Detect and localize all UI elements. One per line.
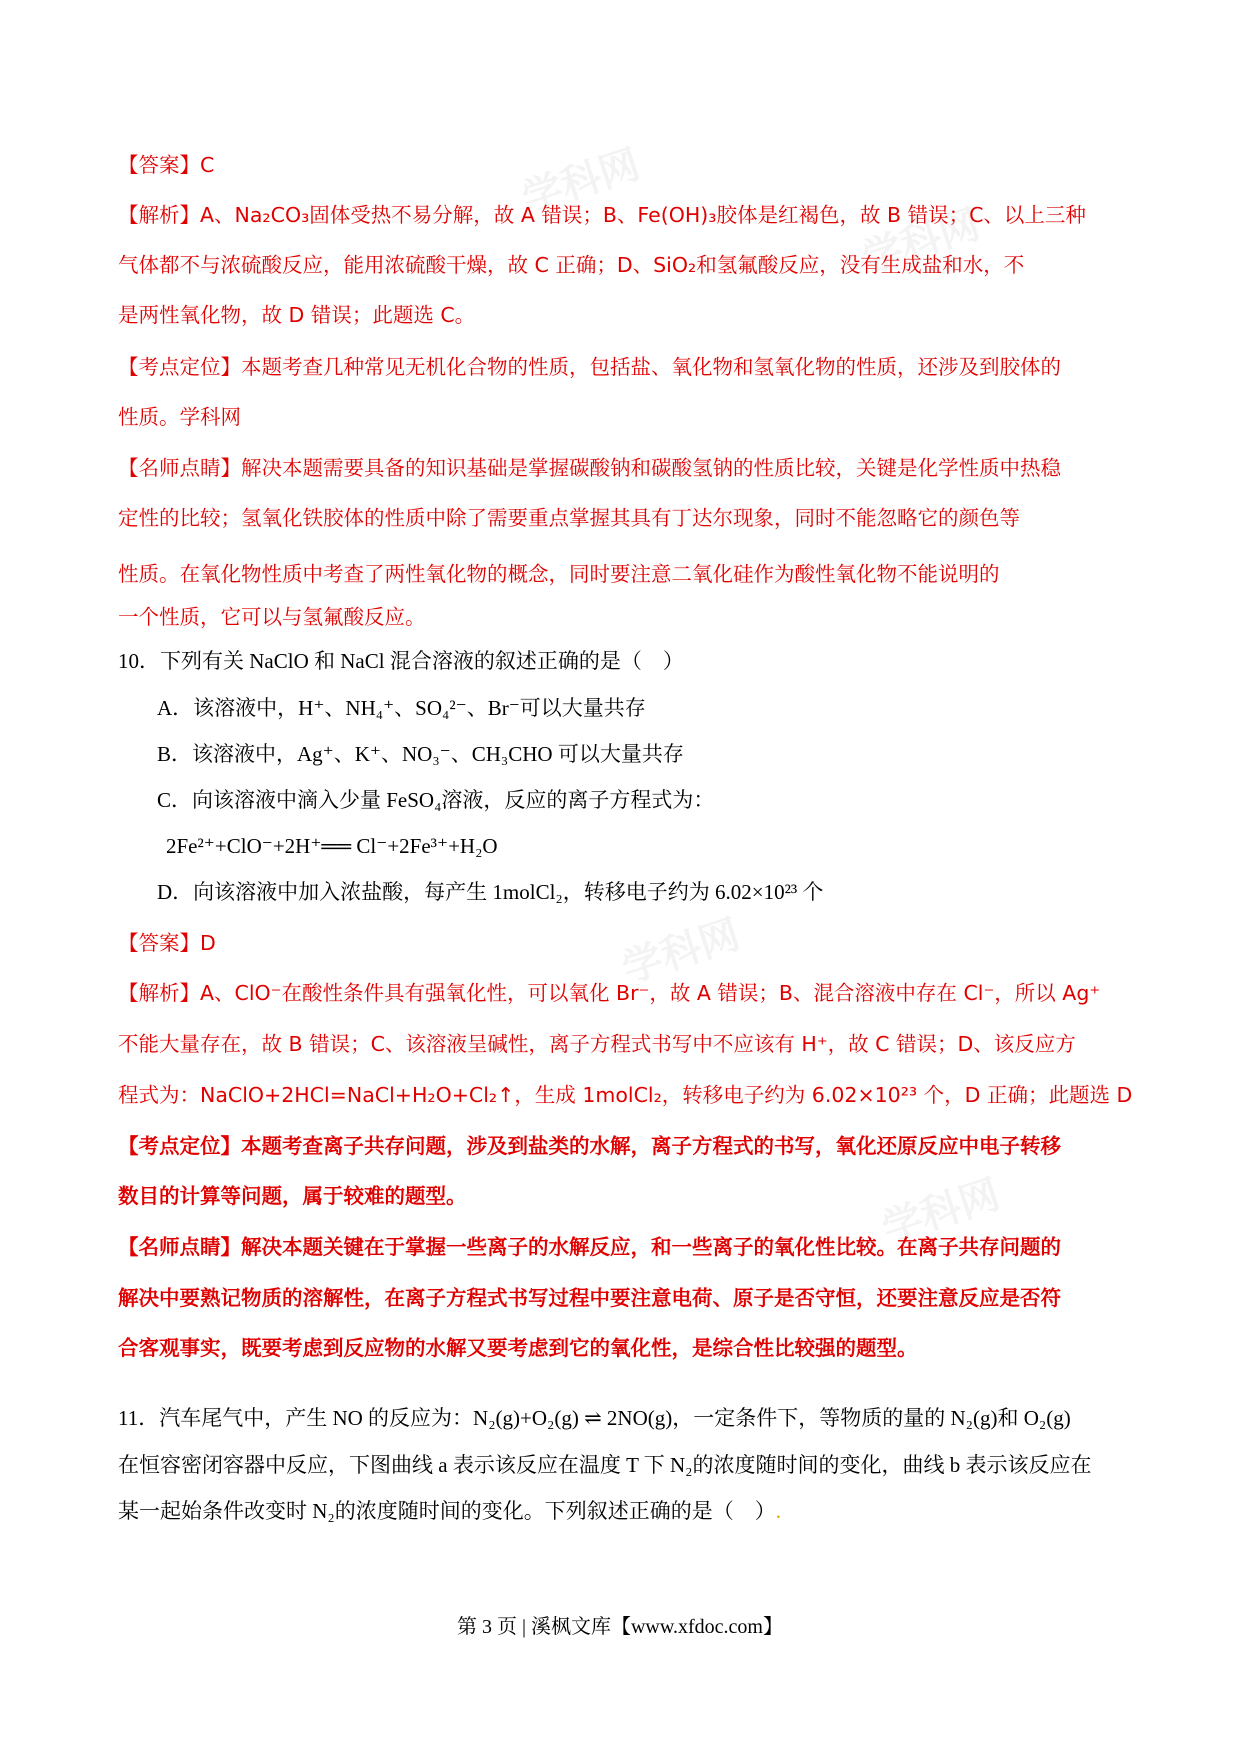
teacher-tip-10-line1: 【名师点睛】解决本题关键在于掌握一些离子的水解反应，和一些离子的氧化性比较。在离子共存问题的 <box>118 1235 1061 1259</box>
teacher-tip-9-line3: 性质。在氧化物性质中考查了两性氧化物的概念，同时要注意二氧化硅作为酸性氧化物不能说明的 <box>118 564 1000 586</box>
question-10-option-c-equation: 2Fe²⁺+ClO⁻+2H⁺══ Cl⁻+2Fe³⁺+H₂O <box>166 834 498 858</box>
answer-9: 【答案】C <box>118 153 215 177</box>
answer-10: 【答案】D <box>118 931 216 955</box>
analysis-10-line3: 程式为：NaClO+2HCl=NaCl+H₂O+Cl₂↑，生成 1molCl₂，转移电子约为 6.02×10²³ 个，D 正确；此题选 D <box>118 1083 1133 1107</box>
watermark: 学科网 <box>876 1171 1006 1253</box>
question-10-option-d: D．向该溶液中加入浓盐酸，每产生 1molCl₂，转移电子约为 6.02×10²³ 个 <box>157 880 824 904</box>
question-11-dot: . <box>775 1499 781 1523</box>
analysis-10-line1: 【解析】A、ClO⁻在酸性条件具有强氧化性，可以氧化 Br⁻，故 A 错误；B、混合溶液中存在 Cl⁻，所以 Ag⁺ <box>118 981 1101 1005</box>
analysis-9-line1: 【解析】A、Na₂CO₃固体受热不易分解，故 A 错误；B、Fe(OH)₃胶体是红褐色，故 B 错误；C、以上三种 <box>118 203 1086 227</box>
question-11-line2: 在恒容密闭容器中反应，下图曲线 a 表示该反应在温度 T 下 N₂的浓度随时间的变化，曲线 b 表示该反应在 <box>118 1453 1092 1477</box>
analysis-9-line3: 是两性氧化物，故 D 错误；此题选 C。 <box>118 303 476 327</box>
question-11-line1: 11．汽车尾气中，产生 NO 的反应为：N₂(g)+O₂(g) ⇌ 2NO(g)，一定条件下，等物质的量的 N₂(g)和 O₂(g) <box>118 1406 1071 1430</box>
teacher-tip-9-line1: 【名师点睛】解决本题需要具备的知识基础是掌握碳酸钠和碳酸氢钠的性质比较，关键是化学性质中热稳 <box>118 456 1061 480</box>
watermark: 学科网 <box>616 911 746 993</box>
teacher-tip-10-line2: 解决中要熟记物质的溶解性，在离子方程式书写过程中要注意电荷、原子是否守恒，还要注意反应是否符 <box>118 1286 1061 1310</box>
question-10-option-c: C．向该溶液中滴入少量 FeSO₄溶液，反应的离子方程式为： <box>157 788 715 812</box>
watermark: 学科网 <box>516 141 646 223</box>
teacher-tip-9-line2: 定性的比较；氢氧化铁胶体的性质中除了需要重点掌握其具有丁达尔现象，同时不能忽略它的颜色等 <box>118 506 1020 530</box>
analysis-9-line2: 气体都不与浓硫酸反应，能用浓硫酸干燥，故 C 正确；D、SiO₂和氢氟酸反应，没有生成盐和水，不 <box>118 253 1025 277</box>
analysis-10-line2: 不能大量存在，故 B 错误；C、该溶液呈碱性，离子方程式书写中不应该有 H⁺，故 C 错误；D、该反应方 <box>118 1032 1076 1056</box>
exam-point-10-line1: 【考点定位】本题考查离子共存问题，涉及到盐类的水解，离子方程式的书写，氧化还原反应中电子转移 <box>118 1134 1061 1158</box>
question-11-line3 <box>118 1496 781 1526</box>
teacher-tip-9-line4: 一个性质，它可以与氢氟酸反应。 <box>118 607 426 629</box>
watermark: 学科网 <box>856 201 986 283</box>
question-10-stem: 10．下列有关 NaClO 和 NaCl 混合溶液的叙述正确的是（ ） <box>118 649 684 673</box>
question-10-option-a: A．该溶液中，H⁺、NH₄⁺、SO₄²⁻、Br⁻可以大量共存 <box>157 696 646 720</box>
exam-point-9-line2: 性质。学科网 <box>118 405 241 429</box>
teacher-tip-10-line3: 合客观事实，既要考虑到反应物的水解又要考虑到它的氧化性，是综合性比较强的题型。 <box>118 1336 918 1360</box>
page-footer: 第 3 页 | 溪枫文库【www.xfdoc.com】 <box>456 1616 783 1638</box>
question-11-line3-text: 某一起始条件改变时 N₂的浓度随时间的变化。下列叙述正确的是（ ） <box>118 1499 776 1523</box>
exam-point-10-line2: 数目的计算等问题，属于较难的题型。 <box>118 1184 467 1208</box>
question-10-option-b: B．该溶液中，Ag⁺、K⁺、NO₃⁻、CH₃CHO 可以大量共存 <box>157 742 684 766</box>
exam-point-9-line1: 【考点定位】本题考查几种常见无机化合物的性质，包括盐、氧化物和氢氧化物的性质，还涉及到胶体的 <box>118 355 1061 379</box>
